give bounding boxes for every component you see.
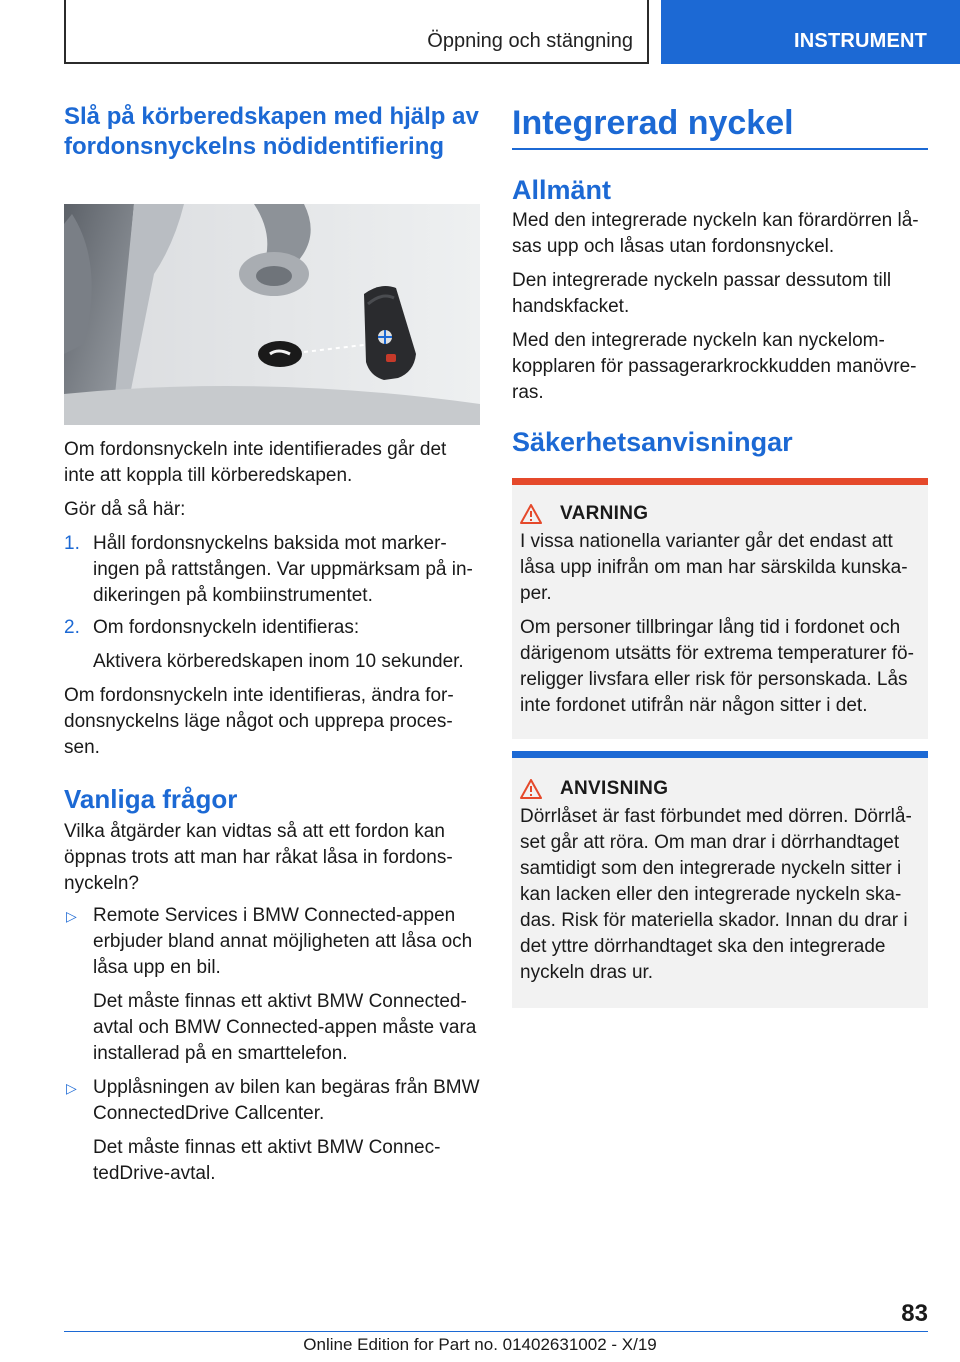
faq-item-text: Upplåsningen av bilen kan begäras från BMW ConnectedDrive Callcenter. bbox=[93, 1077, 480, 1124]
chapter-tab-label: INSTRUMENT bbox=[794, 30, 928, 52]
step-list bbox=[64, 531, 480, 675]
notice-header bbox=[512, 778, 928, 800]
right-column bbox=[512, 102, 928, 1008]
left-column bbox=[64, 102, 480, 1187]
warning-body bbox=[512, 529, 928, 739]
paragraph: Om fordonsnyckeln inte identifierades går det inte att koppla till körberedskapen. bbox=[64, 439, 447, 486]
faq-list bbox=[64, 903, 480, 1187]
section-title: Öppning och stängning bbox=[427, 30, 633, 52]
paragraph: Gör då så här: bbox=[64, 499, 186, 520]
faq-item-subtext: Det måste finnas ett aktivt BMW Connected-avtal och BMW Connected-appen måste vara installerad på en smarttelefon. bbox=[93, 991, 477, 1064]
faq-question: Vilka åtgärder kan vidtas så att ett fordon kan öppnas trots att man har råkat låsa in fordonsnyckeln? bbox=[64, 821, 453, 894]
faq-heading: Vanliga frågor bbox=[64, 784, 238, 814]
warning-bar bbox=[512, 478, 928, 485]
triangle-bullet-icon: ▷ bbox=[66, 908, 77, 924]
general-heading: Allmänt bbox=[512, 175, 612, 205]
footer-divider bbox=[64, 1331, 928, 1332]
step-subtext: Aktivera körberedskapen inom 10 sekunder. bbox=[93, 651, 464, 672]
notice-bar bbox=[512, 751, 928, 758]
paragraph: Om fordonsnyckeln inte identifieras, ändra fordonsnyckelns läge något och upprepa processen. bbox=[64, 685, 454, 758]
warning-paragraph: I vissa nationella varianter går det endast att låsa upp inifrån om man har särskilda kunskaper. bbox=[520, 531, 908, 604]
edition-footer: Online Edition for Part no. 01402631002 - X/19 bbox=[303, 1335, 657, 1354]
triangle-bullet-icon: ▷ bbox=[66, 1080, 77, 1096]
steering-column-key-photo bbox=[64, 204, 480, 425]
step-number: 2. bbox=[64, 617, 80, 638]
notice-body bbox=[512, 804, 928, 1008]
list-item bbox=[64, 1075, 480, 1187]
warning-paragraph: Om personer tillbringar lång tid i fordonet och därigenom utsätts för extrema temperaturer föreligger livsfara eller risk för personskada. Lås inte fordonet utifrån när någon sitter i det. bbox=[520, 617, 914, 716]
faq-item-subtext: Det måste finnas ett aktivt BMW ConnectedDrive-avtal. bbox=[93, 1137, 441, 1184]
list-item bbox=[64, 903, 480, 1067]
warning-box bbox=[512, 478, 928, 739]
section-header-box bbox=[64, 0, 649, 64]
step-number: 1. bbox=[64, 533, 80, 554]
page-header bbox=[0, 0, 960, 66]
page-title: Integrerad nyckel bbox=[512, 104, 794, 142]
notice-box bbox=[512, 751, 928, 1008]
warning-triangle-icon bbox=[520, 779, 542, 799]
safety-heading: Säkerhetsanvisningar bbox=[512, 427, 793, 457]
list-item bbox=[64, 531, 480, 609]
paragraph: Med den integrerade nyckeln kan förardörren låsas upp och låsas utan fordonsnyckel. bbox=[512, 210, 919, 257]
page-number: 83 bbox=[901, 1300, 928, 1327]
warning-header bbox=[512, 503, 928, 525]
step-text: Om fordonsnyckeln identifieras: bbox=[93, 617, 360, 638]
list-item bbox=[64, 615, 480, 675]
section-heading: Slå på körberedskapen med hjälp av fordonsnyckelns nödidentifiering bbox=[64, 103, 479, 160]
warning-triangle-icon bbox=[520, 504, 542, 524]
title-divider bbox=[512, 148, 928, 150]
notice-paragraph: Dörrlåset är fast förbundet med dörren. Dörrlåset går att röra. Om man drar i dörrhandtaget samtidigt som den integrerade nyckeln sitter i kan lacken eller den integrerade nyckeln skadas. Risk för materiella skador. Innan du drar i det yttre dörrhandtaget ska den integrerade nyckeln dras ur. bbox=[520, 806, 912, 983]
warning-label: VARNING bbox=[560, 503, 649, 524]
paragraph: Den integrerade nyckeln passar dessutom till handskfacket. bbox=[512, 270, 892, 317]
notice-label: ANVISNING bbox=[560, 778, 669, 799]
paragraph: Med den integrerade nyckeln kan nyckelomkopplaren för passagerarkrockkudden manövreras. bbox=[512, 330, 917, 403]
chapter-tab[interactable] bbox=[661, 0, 960, 64]
key-illustration bbox=[64, 204, 480, 425]
step-text: Håll fordonsnyckelns baksida mot markeringen på rattstången. Var uppmärksam på indikeringen på kombiinstrumentet. bbox=[93, 533, 473, 606]
faq-item-text: Remote Services i BMW Connected-appen erbjuder bland annat möjligheten att låsa och låsa upp en bil. bbox=[93, 905, 473, 978]
